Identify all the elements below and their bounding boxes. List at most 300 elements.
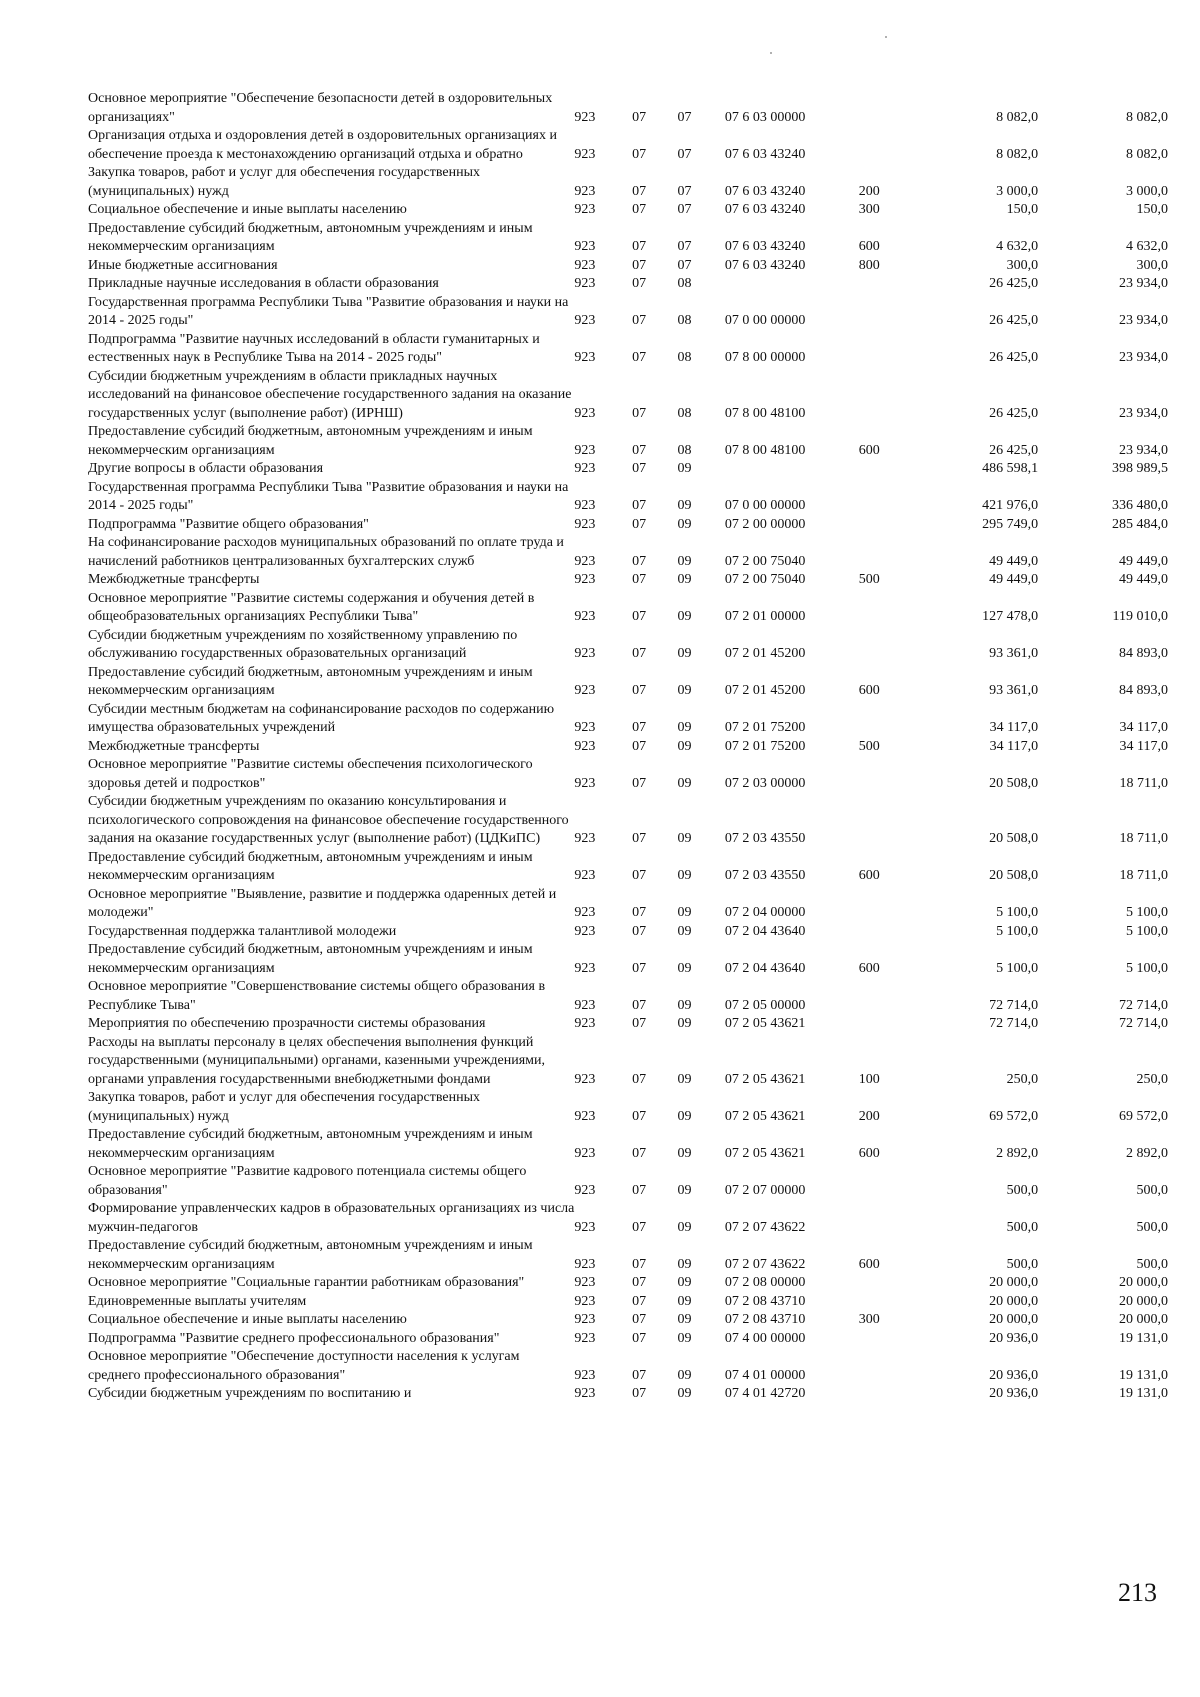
- row-subsection-code: 09: [677, 720, 692, 735]
- row-target-article-code: 07 0 00 00000: [724, 313, 806, 328]
- row-sum-year-2: 18 711,0: [1119, 775, 1168, 791]
- row-subsection-code: 08: [677, 442, 692, 458]
- row-sum-year-2: 398 989,5: [1112, 461, 1168, 476]
- table-row: [88, 127, 1168, 164]
- row-expense-type-code: [859, 275, 911, 294]
- row-sum-year-2: 336 480,0: [1112, 498, 1168, 513]
- row-target-article-code: 07 2 08 43710: [724, 1293, 806, 1309]
- row-target-article-code: 07 6 03 00000: [724, 109, 806, 125]
- table-row: [88, 1274, 1168, 1293]
- row-section-code: 07: [632, 516, 647, 532]
- row-name: Государственная программа Республики Тыва "Развитие образования и науки на 2014 - 2025 годы": [88, 479, 569, 513]
- row-target-article-code: 07 4 01 00000: [724, 1367, 806, 1383]
- row-expense-type-code: [859, 1200, 911, 1237]
- row-ved-code: 923: [574, 572, 596, 587]
- row-sum-year-1: 20 508,0: [989, 868, 1039, 883]
- table-row: [88, 1163, 1168, 1200]
- table-row: [88, 423, 1168, 460]
- row-expense-type-code: 300: [858, 202, 880, 217]
- row-section-code: 07: [632, 553, 647, 569]
- row-sum-year-1: 49 449,0: [989, 553, 1039, 569]
- row-expense-type-code: [859, 701, 911, 738]
- row-sum-year-2: 2 892,0: [1126, 1145, 1168, 1161]
- row-section-code: 07: [632, 183, 647, 199]
- row-sum-year-2: 20 000,0: [1119, 1275, 1168, 1290]
- row-name: Субсидии бюджетным учреждениям по оказанию консультирования и психологического сопровождения на финансовое обеспечение государственного задания на оказание государственных услуг (выполнение работ) (ЦДКиПС): [88, 794, 569, 846]
- row-ved-code: 923: [574, 276, 596, 291]
- row-subsection-code: 09: [677, 1330, 692, 1346]
- row-ved-code: 923: [574, 1293, 596, 1309]
- row-section-code: 07: [632, 109, 647, 125]
- row-subsection-code: 09: [677, 868, 692, 883]
- row-ved-code: 923: [574, 146, 596, 162]
- row-section-code: 07: [632, 923, 647, 939]
- row-sum-year-2: 69 572,0: [1119, 1108, 1168, 1124]
- table-row: [88, 1089, 1168, 1126]
- row-subsection-code: 09: [677, 960, 692, 976]
- row-section-code: 07: [632, 1386, 647, 1401]
- row-expense-type-code: 600: [858, 1145, 880, 1161]
- row-expense-type-code: [859, 1015, 911, 1034]
- row-sum-year-2: 23 934,0: [1119, 442, 1168, 458]
- row-subsection-code: 07: [677, 257, 692, 273]
- row-target-article-code: 07 2 00 75040: [724, 572, 806, 587]
- row-subsection-code: 09: [677, 516, 692, 532]
- row-section-code: 07: [632, 831, 647, 846]
- row-sum-year-2: 19 131,0: [1119, 1367, 1168, 1383]
- row-ved-code: 923: [574, 1275, 596, 1290]
- row-subsection-code: 09: [677, 553, 692, 569]
- row-sum-year-1: 3 000,0: [996, 183, 1039, 199]
- row-section-code: 07: [632, 720, 647, 735]
- row-section-code: 07: [632, 239, 647, 254]
- row-name: Формирование управленческих кадров в образовательных организациях из числа мужчин-педагогов: [88, 1201, 575, 1235]
- row-section-code: 07: [632, 1256, 647, 1272]
- table-row: [88, 257, 1168, 276]
- table-row: [88, 368, 1168, 424]
- row-ved-code: 923: [574, 498, 596, 513]
- row-ved-code: 923: [574, 442, 596, 458]
- table-row: [88, 479, 1168, 516]
- row-name: Основное мероприятие "Выявление, развитие и поддержка одаренных детей и молодежи": [88, 886, 557, 920]
- row-name: Основное мероприятие "Социальные гарантии работникам образования": [88, 1275, 525, 1290]
- row-ved-code: 923: [574, 516, 596, 532]
- table-row: [88, 1200, 1168, 1237]
- row-subsection-code: 09: [677, 1145, 692, 1161]
- row-sum-year-2: 5 100,0: [1126, 905, 1168, 920]
- table-row: [88, 886, 1168, 923]
- row-subsection-code: 09: [677, 683, 692, 698]
- row-ved-code: 923: [574, 1386, 596, 1401]
- row-sum-year-1: 2 892,0: [996, 1145, 1039, 1161]
- row-ved-code: 923: [574, 646, 596, 661]
- row-sum-year-1: 26 425,0: [989, 442, 1039, 458]
- row-section-code: 07: [632, 997, 647, 1013]
- row-expense-type-code: [859, 516, 911, 535]
- table-row: [88, 756, 1168, 793]
- table-row: [88, 701, 1168, 738]
- row-expense-type-code: [859, 90, 911, 127]
- row-name: Предоставление субсидий бюджетным, автономным учреждениям и иным некоммерческим организациям: [88, 664, 533, 698]
- row-expense-type-code: 600: [858, 239, 880, 254]
- row-sum-year-1: 20 000,0: [989, 1293, 1039, 1309]
- row-target-article-code: 07 2 07 00000: [724, 1182, 806, 1198]
- row-target-article-code: 07 2 01 75200: [724, 720, 806, 735]
- row-subsection-code: 09: [677, 997, 692, 1013]
- row-sum-year-2: 500,0: [1136, 1219, 1168, 1235]
- row-ved-code: 923: [574, 1312, 596, 1327]
- row-sum-year-2: 285 484,0: [1112, 516, 1168, 532]
- row-expense-type-code: [859, 368, 911, 424]
- row-sum-year-1: 26 425,0: [989, 405, 1039, 421]
- row-expense-type-code: [859, 127, 911, 164]
- row-section-code: 07: [632, 1293, 647, 1309]
- row-expense-type-code: [859, 756, 911, 793]
- row-section-code: 07: [632, 461, 647, 476]
- row-sum-year-2: 34 117,0: [1119, 738, 1168, 754]
- table-row: [88, 590, 1168, 627]
- table-row: [88, 1237, 1168, 1274]
- row-sum-year-2: 119 010,0: [1112, 609, 1168, 624]
- row-sum-year-1: 150,0: [1006, 202, 1039, 217]
- row-ved-code: 923: [574, 905, 596, 920]
- row-ved-code: 923: [574, 1145, 596, 1161]
- row-expense-type-code: [859, 923, 911, 942]
- row-sum-year-1: 93 361,0: [989, 646, 1039, 661]
- row-name: Прикладные научные исследования в области образования: [88, 276, 439, 291]
- scan-speck: [885, 36, 887, 38]
- row-ved-code: 923: [574, 1016, 596, 1031]
- row-sum-year-2: 84 893,0: [1119, 683, 1168, 698]
- row-sum-year-2: 5 100,0: [1126, 923, 1168, 939]
- row-expense-type-code: 500: [858, 738, 880, 754]
- row-name: Государственная поддержка талантливой молодежи: [88, 923, 397, 939]
- row-target-article-code: 07 2 00 75040: [724, 553, 806, 569]
- row-sum-year-1: 8 082,0: [996, 109, 1039, 125]
- row-expense-type-code: 600: [858, 960, 880, 976]
- row-sum-year-1: 127 478,0: [982, 609, 1039, 624]
- page-number: 213: [1118, 1578, 1157, 1607]
- row-sum-year-1: 72 714,0: [989, 997, 1039, 1013]
- row-ved-code: 923: [574, 960, 596, 976]
- row-target-article-code: 07 2 01 45200: [724, 683, 806, 698]
- row-section-code: 07: [632, 1071, 647, 1087]
- row-name: Субсидии бюджетным учреждениям по воспитанию и: [88, 1386, 412, 1401]
- row-expense-type-code: [859, 1348, 911, 1385]
- row-expense-type-code: 100: [858, 1071, 880, 1087]
- row-target-article-code: 07 2 07 43622: [724, 1256, 806, 1272]
- row-expense-type-code: 600: [858, 442, 880, 458]
- row-expense-type-code: [859, 534, 911, 571]
- row-target-article-code: 07 2 08 00000: [724, 1275, 806, 1290]
- row-name: Иные бюджетные ассигнования: [88, 257, 278, 273]
- row-subsection-code: 09: [677, 1312, 692, 1327]
- row-section-code: 07: [632, 609, 647, 624]
- row-sum-year-2: 500,0: [1136, 1256, 1168, 1272]
- row-ved-code: 923: [574, 1219, 596, 1235]
- row-target-article-code: 07 2 05 43621: [724, 1108, 806, 1124]
- row-expense-type-code: 600: [858, 683, 880, 698]
- row-expense-type-code: [859, 479, 911, 516]
- row-sum-year-2: 250,0: [1136, 1071, 1168, 1087]
- row-sum-year-2: 23 934,0: [1119, 405, 1168, 421]
- row-section-code: 07: [632, 868, 647, 883]
- table-row: [88, 1034, 1168, 1090]
- row-name: Предоставление субсидий бюджетным, автономным учреждениям и иным некоммерческим организациям: [88, 942, 533, 976]
- table-row: [88, 516, 1168, 535]
- table-row: [88, 1126, 1168, 1163]
- row-expense-type-code: 500: [858, 572, 880, 587]
- row-name: Государственная программа Республики Тыва "Развитие образования и науки на 2014 - 2025 годы": [88, 294, 569, 328]
- row-ved-code: 923: [574, 1256, 596, 1272]
- row-sum-year-1: 49 449,0: [989, 572, 1039, 587]
- row-subsection-code: 08: [677, 313, 692, 328]
- row-expense-type-code: 300: [858, 1312, 880, 1327]
- row-sum-year-1: 20 936,0: [989, 1330, 1039, 1346]
- row-target-article-code: 07 0 00 00000: [724, 498, 806, 513]
- row-target-article-code: 07 2 01 00000: [724, 609, 806, 624]
- table-row: [88, 164, 1168, 201]
- row-sum-year-1: 5 100,0: [996, 923, 1039, 939]
- row-target-article-code: 07 4 01 42720: [724, 1386, 806, 1401]
- table-row: [88, 793, 1168, 849]
- row-target-article-code: 07 2 01 45200: [724, 646, 806, 661]
- row-sum-year-1: 421 976,0: [982, 498, 1039, 513]
- row-subsection-code: 09: [677, 1182, 692, 1198]
- table-row: [88, 534, 1168, 571]
- row-subsection-code: 08: [677, 276, 692, 291]
- row-target-article-code: 07 2 05 00000: [724, 997, 806, 1013]
- row-sum-year-1: 20 000,0: [989, 1312, 1039, 1327]
- budget-table: [88, 90, 1168, 1404]
- row-subsection-code: 09: [677, 1386, 692, 1401]
- row-subsection-code: 09: [677, 1275, 692, 1290]
- row-name: Единовременные выплаты учителям: [88, 1293, 307, 1309]
- row-name: Другие вопросы в области образования: [88, 461, 324, 476]
- row-ved-code: 923: [574, 461, 596, 476]
- row-expense-type-code: [859, 978, 911, 1015]
- row-section-code: 07: [632, 1145, 647, 1161]
- row-name: Межбюджетные трансферты: [88, 572, 260, 587]
- row-sum-year-1: 5 100,0: [996, 905, 1039, 920]
- row-expense-type-code: [859, 1293, 911, 1312]
- row-sum-year-2: 20 000,0: [1119, 1293, 1168, 1309]
- table-row: [88, 941, 1168, 978]
- row-subsection-code: 09: [677, 1219, 692, 1235]
- row-sum-year-2: 72 714,0: [1119, 1016, 1168, 1031]
- row-ved-code: 923: [574, 257, 596, 273]
- budget-table-body: [88, 90, 1168, 1404]
- row-ved-code: 923: [574, 720, 596, 735]
- row-section-code: 07: [632, 775, 647, 791]
- row-section-code: 07: [632, 646, 647, 661]
- row-target-article-code: 07 6 03 43240: [724, 146, 806, 162]
- row-sum-year-2: 300,0: [1136, 257, 1168, 273]
- row-ved-code: 923: [574, 313, 596, 328]
- row-target-article-code: [725, 275, 859, 294]
- row-subsection-code: 09: [677, 646, 692, 661]
- row-sum-year-2: 8 082,0: [1126, 146, 1168, 162]
- row-target-article-code: 07 2 04 43640: [724, 923, 806, 939]
- row-sum-year-1: 300,0: [1006, 257, 1039, 273]
- row-sum-year-2: 18 711,0: [1119, 868, 1168, 883]
- row-expense-type-code: [859, 627, 911, 664]
- row-section-code: 07: [632, 905, 647, 920]
- row-ved-code: 923: [574, 997, 596, 1013]
- row-sum-year-2: 84 893,0: [1119, 646, 1168, 661]
- row-section-code: 07: [632, 960, 647, 976]
- row-subsection-code: 09: [677, 775, 692, 791]
- table-row: [88, 460, 1168, 479]
- row-target-article-code: 07 2 07 43622: [724, 1219, 806, 1235]
- row-ved-code: 923: [574, 405, 596, 421]
- row-subsection-code: 09: [677, 498, 692, 513]
- row-expense-type-code: 600: [858, 868, 880, 883]
- row-section-code: 07: [632, 1108, 647, 1124]
- row-section-code: 07: [632, 276, 647, 291]
- row-name: Закупка товаров, работ и услуг для обеспечения государственных (муниципальных) нужд: [88, 1090, 481, 1124]
- row-expense-type-code: 800: [858, 257, 880, 273]
- table-row: [88, 201, 1168, 220]
- row-section-code: 07: [632, 1016, 647, 1031]
- row-sum-year-1: 250,0: [1006, 1071, 1039, 1087]
- row-section-code: 07: [632, 442, 647, 458]
- row-subsection-code: 09: [677, 738, 692, 754]
- row-section-code: 07: [632, 738, 647, 754]
- row-name: Основное мероприятие "Развитие системы содержания и обучения детей в общеобразовательных организациях Республики Тыва": [88, 590, 535, 624]
- row-sum-year-1: 486 598,1: [982, 461, 1039, 476]
- table-row: [88, 571, 1168, 590]
- row-section-code: 07: [632, 572, 647, 587]
- scan-speck: [770, 52, 772, 54]
- row-target-article-code: 07 2 08 43710: [724, 1312, 806, 1327]
- row-sum-year-1: 20 936,0: [989, 1367, 1039, 1383]
- row-sum-year-1: 4 632,0: [996, 239, 1039, 254]
- row-target-article-code: 07 8 00 48100: [724, 442, 806, 458]
- row-ved-code: 923: [574, 683, 596, 698]
- table-row: [88, 331, 1168, 368]
- row-sum-year-2: 3 000,0: [1126, 183, 1168, 199]
- row-ved-code: 923: [574, 350, 596, 365]
- row-subsection-code: 09: [677, 1108, 692, 1124]
- row-target-article-code: 07 6 03 43240: [724, 183, 806, 199]
- row-sum-year-2: 72 714,0: [1119, 997, 1168, 1013]
- row-subsection-code: 09: [677, 1293, 692, 1309]
- row-ved-code: 923: [574, 923, 596, 939]
- row-sum-year-1: 500,0: [1006, 1219, 1039, 1235]
- row-subsection-code: 09: [677, 572, 692, 587]
- row-sum-year-1: 20 000,0: [989, 1275, 1039, 1290]
- row-ved-code: 923: [574, 738, 596, 754]
- row-ved-code: 923: [574, 1330, 596, 1346]
- table-row: [88, 1293, 1168, 1312]
- row-subsection-code: 08: [677, 405, 692, 421]
- row-subsection-code: 07: [677, 239, 692, 254]
- row-section-code: 07: [632, 405, 647, 421]
- row-name: Предоставление субсидий бюджетным, автономным учреждениям и иным некоммерческим организациям: [88, 849, 533, 883]
- row-expense-type-code: [859, 793, 911, 849]
- row-sum-year-1: 20 936,0: [989, 1386, 1039, 1401]
- row-target-article-code: 07 2 04 43640: [724, 960, 806, 976]
- row-expense-type-code: [859, 1385, 911, 1404]
- row-sum-year-1: 20 508,0: [989, 775, 1039, 791]
- row-section-code: 07: [632, 1182, 647, 1198]
- row-name: Закупка товаров, работ и услуг для обеспечения государственных (муниципальных) нужд: [88, 165, 481, 199]
- row-subsection-code: 09: [677, 1016, 692, 1031]
- row-sum-year-2: 23 934,0: [1119, 313, 1168, 328]
- row-subsection-code: 07: [677, 109, 692, 125]
- table-row: [88, 1311, 1168, 1330]
- row-section-code: 07: [632, 1312, 647, 1327]
- row-target-article-code: 07 2 04 00000: [724, 905, 806, 920]
- row-name: Социальное обеспечение и иные выплаты населению: [88, 202, 407, 217]
- row-expense-type-code: [859, 460, 911, 479]
- table-row: [88, 220, 1168, 257]
- row-subsection-code: 09: [677, 905, 692, 920]
- table-row: [88, 1385, 1168, 1404]
- row-sum-year-2: 23 934,0: [1119, 350, 1168, 365]
- row-target-article-code: 07 2 03 43550: [724, 831, 806, 846]
- row-ved-code: 923: [574, 1367, 596, 1383]
- row-sum-year-2: 49 449,0: [1119, 553, 1168, 569]
- row-name: Субсидии бюджетным учреждениям по хозяйственному управлению по обслуживанию государственных образовательных организаций: [88, 627, 518, 661]
- table-row: [88, 627, 1168, 664]
- row-subsection-code: 07: [677, 183, 692, 199]
- row-section-code: 07: [632, 1219, 647, 1235]
- row-subsection-code: 09: [677, 831, 692, 846]
- row-sum-year-1: 20 508,0: [989, 831, 1039, 846]
- row-section-code: 07: [632, 313, 647, 328]
- row-name: Субсидии местным бюджетам на софинансирование расходов по содержанию имущества образовательных учреждений: [88, 701, 555, 735]
- row-subsection-code: 09: [677, 923, 692, 939]
- row-name: Подпрограмма "Развитие среднего профессионального образования": [88, 1330, 500, 1346]
- row-expense-type-code: [859, 590, 911, 627]
- row-sum-year-1: 5 100,0: [996, 960, 1039, 976]
- table-row: [88, 738, 1168, 757]
- row-sum-year-1: 26 425,0: [989, 350, 1039, 365]
- row-sum-year-2: 5 100,0: [1126, 960, 1168, 976]
- row-target-article-code: 07 6 03 43240: [724, 239, 806, 254]
- row-name: Межбюджетные трансферты: [88, 738, 260, 754]
- row-subsection-code: 09: [677, 1256, 692, 1272]
- row-subsection-code: 09: [677, 1367, 692, 1383]
- row-expense-type-code: [859, 886, 911, 923]
- row-name: Социальное обеспечение и иные выплаты населению: [88, 1312, 407, 1327]
- row-ved-code: 923: [574, 553, 596, 569]
- row-expense-type-code: [859, 1274, 911, 1293]
- row-expense-type-code: 200: [858, 1108, 880, 1124]
- row-sum-year-1: 295 749,0: [982, 516, 1039, 532]
- row-name: Подпрограмма "Развитие общего образования": [88, 516, 369, 532]
- row-expense-type-code: 200: [858, 183, 880, 199]
- row-sum-year-2: 4 632,0: [1126, 239, 1168, 254]
- row-sum-year-1: 72 714,0: [989, 1016, 1039, 1031]
- table-row: [88, 923, 1168, 942]
- row-ved-code: 923: [574, 1071, 596, 1087]
- table-row: [88, 1015, 1168, 1034]
- row-ved-code: 923: [574, 775, 596, 791]
- row-sum-year-2: 49 449,0: [1119, 572, 1168, 587]
- row-name: Предоставление субсидий бюджетным, автономным учреждениям и иным некоммерческим организациям: [88, 424, 533, 458]
- row-sum-year-2: 34 117,0: [1119, 720, 1168, 735]
- row-sum-year-2: 500,0: [1136, 1182, 1168, 1198]
- row-name: Основное мероприятие "Обеспечение доступности населения к услугам среднего профессионального образования": [88, 1349, 520, 1383]
- row-sum-year-1: 8 082,0: [996, 146, 1039, 162]
- row-sum-year-1: 26 425,0: [989, 276, 1039, 291]
- row-name: Предоставление субсидий бюджетным, автономным учреждениям и иным некоммерческим организациям: [88, 220, 533, 254]
- row-sum-year-2: 8 082,0: [1126, 109, 1168, 125]
- row-expense-type-code: [859, 1330, 911, 1349]
